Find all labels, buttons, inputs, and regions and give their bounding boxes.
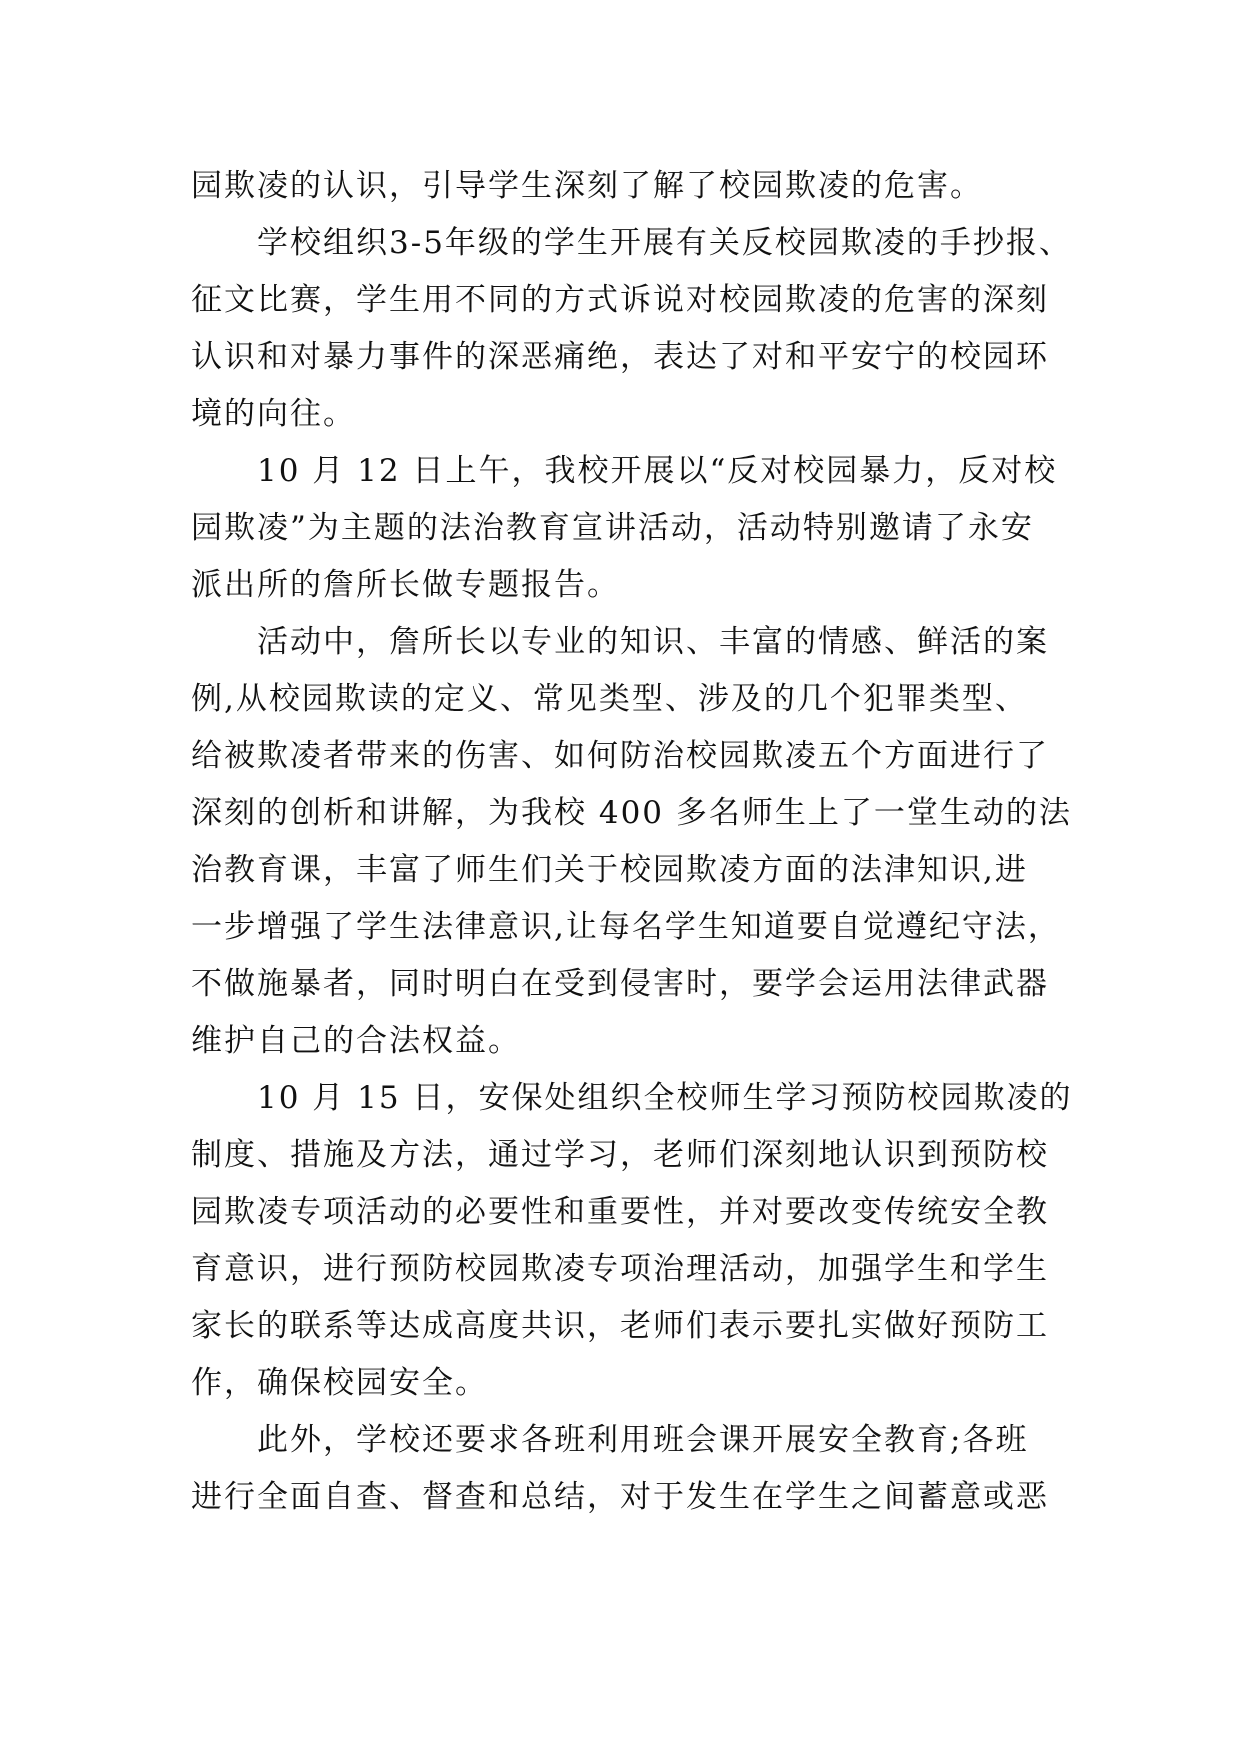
text-line: 活动中，詹所长以专业的知识、丰富的情感、鲜活的案 [191,624,1049,660]
text-line: 园欺凌专项活动的必要性和重要性，并对要改变传统安全教 [191,1194,1049,1230]
text-line: 治教育课，丰富了师生们关于校园欺凌方面的法津知识,进 [191,852,1028,888]
text-line: 例,从校园欺读的定义、常见类型、涉及的几个犯罪类型、 [191,681,1028,717]
text-line: 给被欺凌者带来的伤害、如何防治校园欺凌五个方面进行了 [191,738,1049,774]
text-line: 认识和对暴力事件的深恶痛绝，表达了对和平安宁的校园环 [191,339,1049,375]
text-line: 10 月 15 日，安保处组织全校师生学习预防校园欺凌的 [191,1080,1073,1116]
text-line: 此外，学校还要求各班利用班会课开展安全教育;各班 [191,1422,1029,1458]
text-line: 育意识，进行预防校园欺凌专项治理活动，加强学生和学生 [191,1251,1049,1287]
text-line: 境的向往。 [191,396,356,432]
text-line: 进行全面自查、督查和总结，对于发生在学生之间蓄意或恶 [191,1479,1049,1515]
body-text [191,158,1091,1526]
text-line: 作，确保校园安全。 [191,1365,488,1401]
text-line: 园欺凌的认识，引导学生深刻了解了校园欺凌的危害。 [191,168,983,204]
text-line: 深刻的创析和讲解，为我校 400 多名师生上了一堂生动的法 [191,795,1072,831]
text-line: 一步增强了学生法律意识,让每名学生知道要自觉遵纪守法， [191,909,1061,945]
text-line: 10 月 12 日上午，我校开展以“反对校园暴力，反对校 [191,453,1058,489]
text-line: 派出所的詹所长做专题报告。 [191,567,620,603]
text-line: 不做施暴者，同时明白在受到侵害时，要学会运用法律武器 [191,966,1049,1002]
text-line: 制度、措施及方法，通过学习，老师们深刻地认识到预防校 [191,1137,1049,1173]
text-line: 家长的联系等达成高度共识，老师们表示要扎实做好预防工 [191,1308,1049,1344]
text-line: 学校组织3-5年级的学生开展有关反校园欺凌的手抄报、 [191,225,1072,261]
text-line: 园欺凌”为主题的法治教育宣讲活动，活动特别邀请了永安 [191,510,1034,546]
text-line: 征文比赛，学生用不同的方式诉说对校园欺凌的危害的深刻 [191,282,1049,318]
text-line: 维护自己的合法权益。 [191,1023,521,1059]
